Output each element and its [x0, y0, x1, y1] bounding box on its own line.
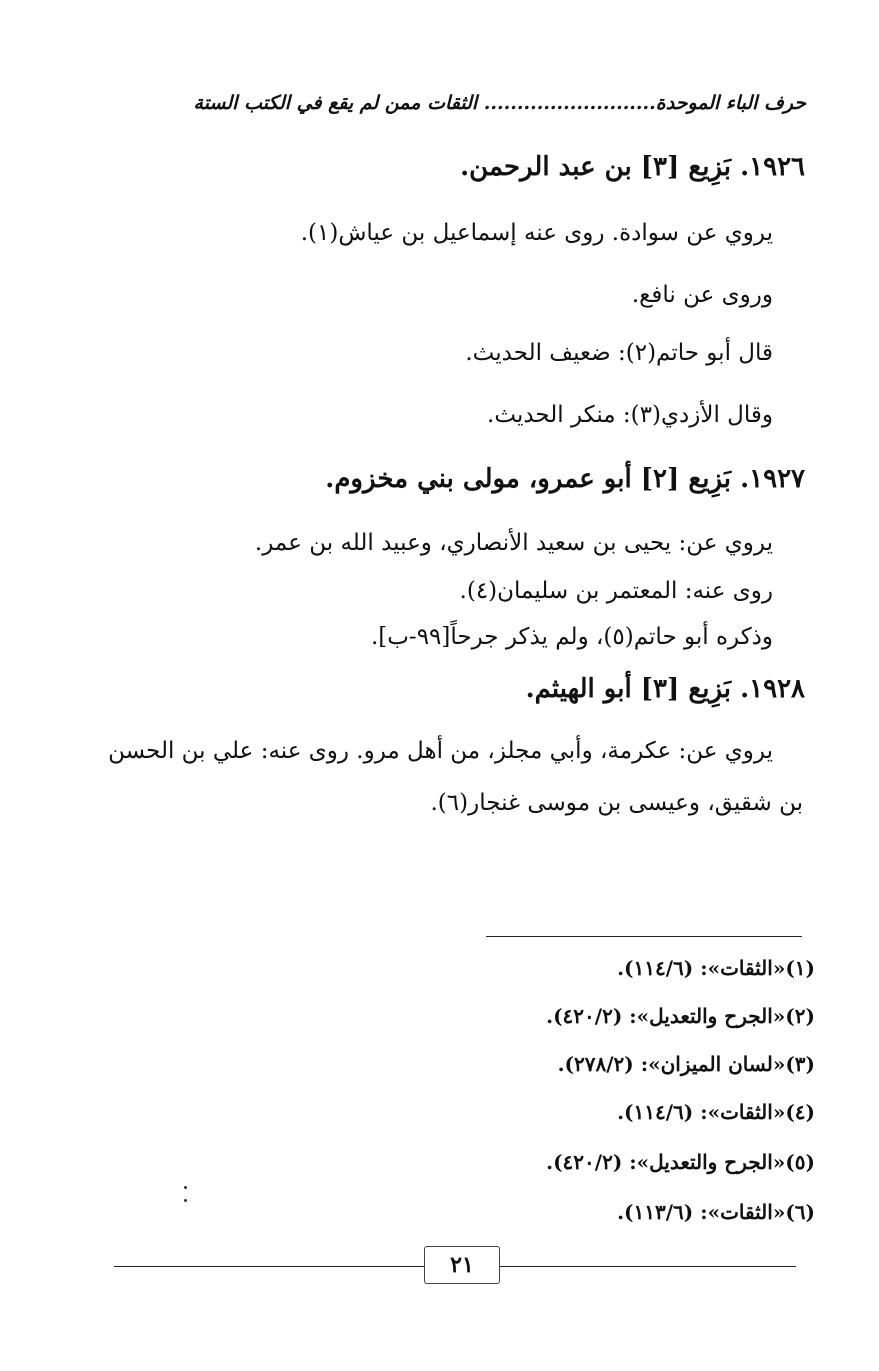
margin-specks [184, 1186, 187, 1204]
entry-1927-line-2: روى عنه: المعتمر بن سليمان(٤). [459, 578, 773, 604]
entry-1927-line-1: يروي عن: يحيى بن سعيد الأنصاري، وعبيد الله بن عمر. [254, 530, 773, 556]
footnote-6: (٦)«الثقات»: (١١٣/٦). [617, 1200, 815, 1224]
running-header: حرف الباء الموحدة.......................... الثقات ممن لم يقع في الكتب الستة [193, 92, 806, 114]
entry-1926-line-4: وقال الأزدي(٣): منكر الحديث. [487, 402, 773, 428]
footnote-separator [486, 936, 802, 937]
entry-1926-line-3: قال أبو حاتم(٢): ضعيف الحديث. [465, 340, 773, 366]
entry-heading-1928: ١٩٢٨. بَزِيع [٣] أبو الهيثم. [525, 674, 805, 704]
entry-1926-line-1: يروي عن سوادة. روى عنه إسماعيل بن عياش(١). [300, 220, 773, 246]
entry-1928-line-2: بن شقيق، وعيسى بن موسى غنجار(٦). [430, 790, 803, 816]
footnote-1: (١)«الثقات»: (١١٤/٦). [617, 956, 815, 980]
footnote-4: (٤)«الثقات»: (١١٤/٦). [617, 1100, 815, 1124]
footnote-2: (٢)«الجرح والتعديل»: (٤٢٠/٢). [546, 1004, 815, 1028]
entry-heading-1927: ١٩٢٧. بَزِيع [٢] أبو عمرو، مولى بني مخزوم. [325, 464, 805, 494]
page-number: ٢١ [450, 1252, 474, 1278]
bottom-rule-left [114, 1266, 424, 1267]
page-number-frame [424, 1246, 500, 1284]
footnote-3: (٣)«لسان الميزان»: (٢٧٨/٢). [557, 1052, 815, 1076]
entry-1928-line-1: يروي عن: عكرمة، وأبي مجلز، من أهل مرو. روى عنه: علي بن الحسن [108, 738, 773, 764]
entry-1926-line-2: وروى عن نافع. [631, 282, 773, 308]
footnote-5: (٥)«الجرح والتعديل»: (٤٢٠/٢). [546, 1150, 815, 1174]
bottom-rule-right [500, 1266, 796, 1267]
entry-1927-line-3: وذكره أبو حاتم(٥)، ولم يذكر جرحاً[٩٩-ب]. [370, 624, 773, 650]
entry-heading-1926: ١٩٢٦. بَزِيع [٣] بن عبد الرحمن. [460, 152, 805, 182]
